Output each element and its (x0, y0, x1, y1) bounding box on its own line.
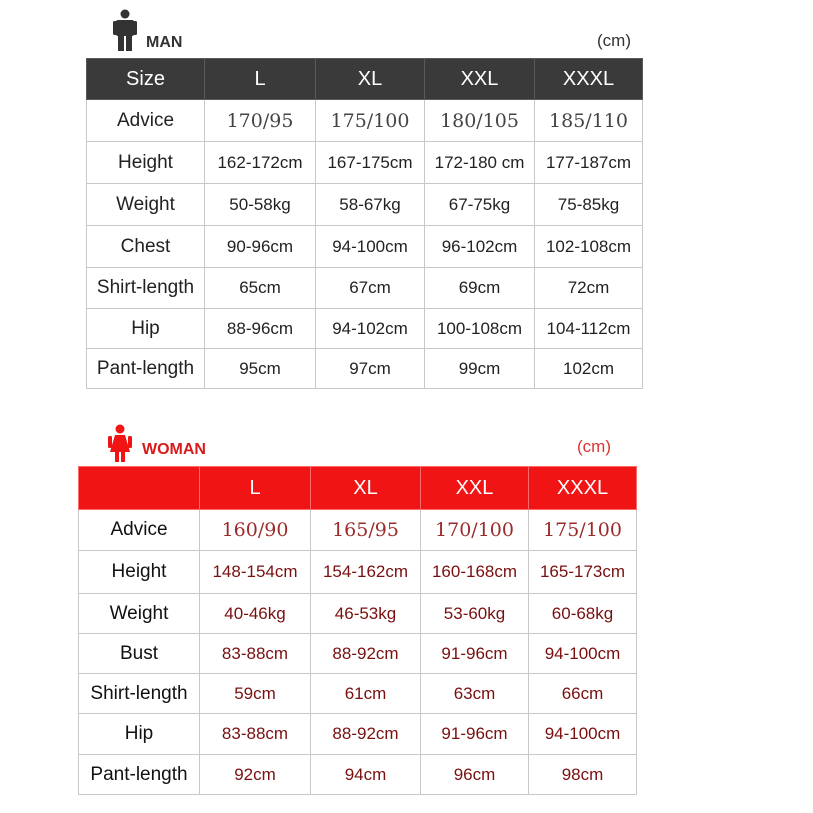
column-header: XXXL (529, 467, 637, 510)
table-cell: 148-154cm (200, 551, 311, 594)
row-label: Advice (87, 100, 205, 142)
table-cell: 59cm (200, 674, 311, 714)
table-cell: 66cm (529, 674, 637, 714)
row-label: Chest (87, 226, 205, 268)
table-cell: 177-187cm (535, 142, 643, 184)
column-header: XXL (421, 467, 529, 510)
table-row (79, 674, 637, 714)
row-label: Hip (79, 714, 200, 755)
table-cell: 102-108cm (535, 226, 643, 268)
table-cell: 63cm (421, 674, 529, 714)
table-cell: 167-175cm (316, 142, 425, 184)
table-cell: 172-180 cm (425, 142, 535, 184)
table-cell: 185/110 (535, 100, 643, 142)
man-icon (113, 9, 137, 51)
table-cell: 97cm (316, 349, 425, 389)
column-header: XXXL (535, 59, 643, 100)
row-label: Pant-length (87, 349, 205, 389)
row-label: Bust (79, 634, 200, 674)
table-cell: 175/100 (316, 100, 425, 142)
woman-icon (108, 424, 132, 462)
column-header: XL (316, 59, 425, 100)
table-cell: 160/90 (200, 510, 311, 551)
table-cell: 72cm (535, 268, 643, 309)
column-header: XXL (425, 59, 535, 100)
woman-title: WOMAN (142, 441, 206, 458)
table-cell: 94-102cm (316, 309, 425, 349)
table-row (87, 309, 643, 349)
man-header-row (87, 59, 643, 100)
table-row (87, 226, 643, 268)
table-cell: 67-75kg (425, 184, 535, 226)
table-row (79, 714, 637, 755)
row-label: Height (79, 551, 200, 594)
table-cell: 46-53kg (311, 594, 421, 634)
table-cell: 90-96cm (205, 226, 316, 268)
table-cell: 83-88cm (200, 714, 311, 755)
table-cell: 104-112cm (535, 309, 643, 349)
table-cell: 102cm (535, 349, 643, 389)
table-row (87, 349, 643, 389)
table-cell: 175/100 (529, 510, 637, 551)
table-row (79, 551, 637, 594)
table-cell: 58-67kg (316, 184, 425, 226)
table-cell: 50-58kg (205, 184, 316, 226)
column-header: Size (87, 59, 205, 100)
table-cell: 75-85kg (535, 184, 643, 226)
table-cell: 88-92cm (311, 714, 421, 755)
table-cell: 154-162cm (311, 551, 421, 594)
table-row (79, 755, 637, 795)
table-cell: 94-100cm (316, 226, 425, 268)
table-cell: 83-88cm (200, 634, 311, 674)
table-cell: 99cm (425, 349, 535, 389)
table-cell: 53-60kg (421, 594, 529, 634)
table-cell: 165/95 (311, 510, 421, 551)
table-cell: 96-102cm (425, 226, 535, 268)
table-row (87, 142, 643, 184)
table-cell: 96cm (421, 755, 529, 795)
table-cell: 98cm (529, 755, 637, 795)
row-label: Weight (79, 594, 200, 634)
table-cell: 92cm (200, 755, 311, 795)
table-cell: 94-100cm (529, 714, 637, 755)
table-cell: 61cm (311, 674, 421, 714)
row-label: Height (87, 142, 205, 184)
table-cell: 94-100cm (529, 634, 637, 674)
table-cell: 170/100 (421, 510, 529, 551)
table-row (79, 594, 637, 634)
man-unit: (cm) (597, 31, 631, 50)
table-row (87, 268, 643, 309)
table-row (79, 510, 637, 551)
table-cell: 94cm (311, 755, 421, 795)
table-cell: 165-173cm (529, 551, 637, 594)
table-cell: 162-172cm (205, 142, 316, 184)
table-cell: 69cm (425, 268, 535, 309)
man-title: MAN (146, 34, 183, 51)
table-cell: 40-46kg (200, 594, 311, 634)
table-cell: 88-92cm (311, 634, 421, 674)
table-cell: 95cm (205, 349, 316, 389)
table-cell: 67cm (316, 268, 425, 309)
woman-header-row (79, 467, 637, 510)
table-cell: 65cm (205, 268, 316, 309)
row-label: Advice (79, 510, 200, 551)
row-label: Weight (87, 184, 205, 226)
column-header (79, 467, 200, 510)
table-row (87, 184, 643, 226)
table-cell: 100-108cm (425, 309, 535, 349)
table-cell: 180/105 (425, 100, 535, 142)
table-row (87, 100, 643, 142)
table-cell: 60-68kg (529, 594, 637, 634)
woman-size-table (78, 466, 637, 795)
table-cell: 91-96cm (421, 714, 529, 755)
table-cell: 91-96cm (421, 634, 529, 674)
table-row (79, 634, 637, 674)
man-size-table (86, 58, 643, 389)
table-cell: 160-168cm (421, 551, 529, 594)
woman-unit: (cm) (577, 437, 611, 456)
table-cell: 170/95 (205, 100, 316, 142)
row-label: Pant-length (79, 755, 200, 795)
column-header: XL (311, 467, 421, 510)
table-cell: 88-96cm (205, 309, 316, 349)
row-label: Hip (87, 309, 205, 349)
row-label: Shirt-length (87, 268, 205, 309)
column-header: L (205, 59, 316, 100)
column-header: L (200, 467, 311, 510)
row-label: Shirt-length (79, 674, 200, 714)
